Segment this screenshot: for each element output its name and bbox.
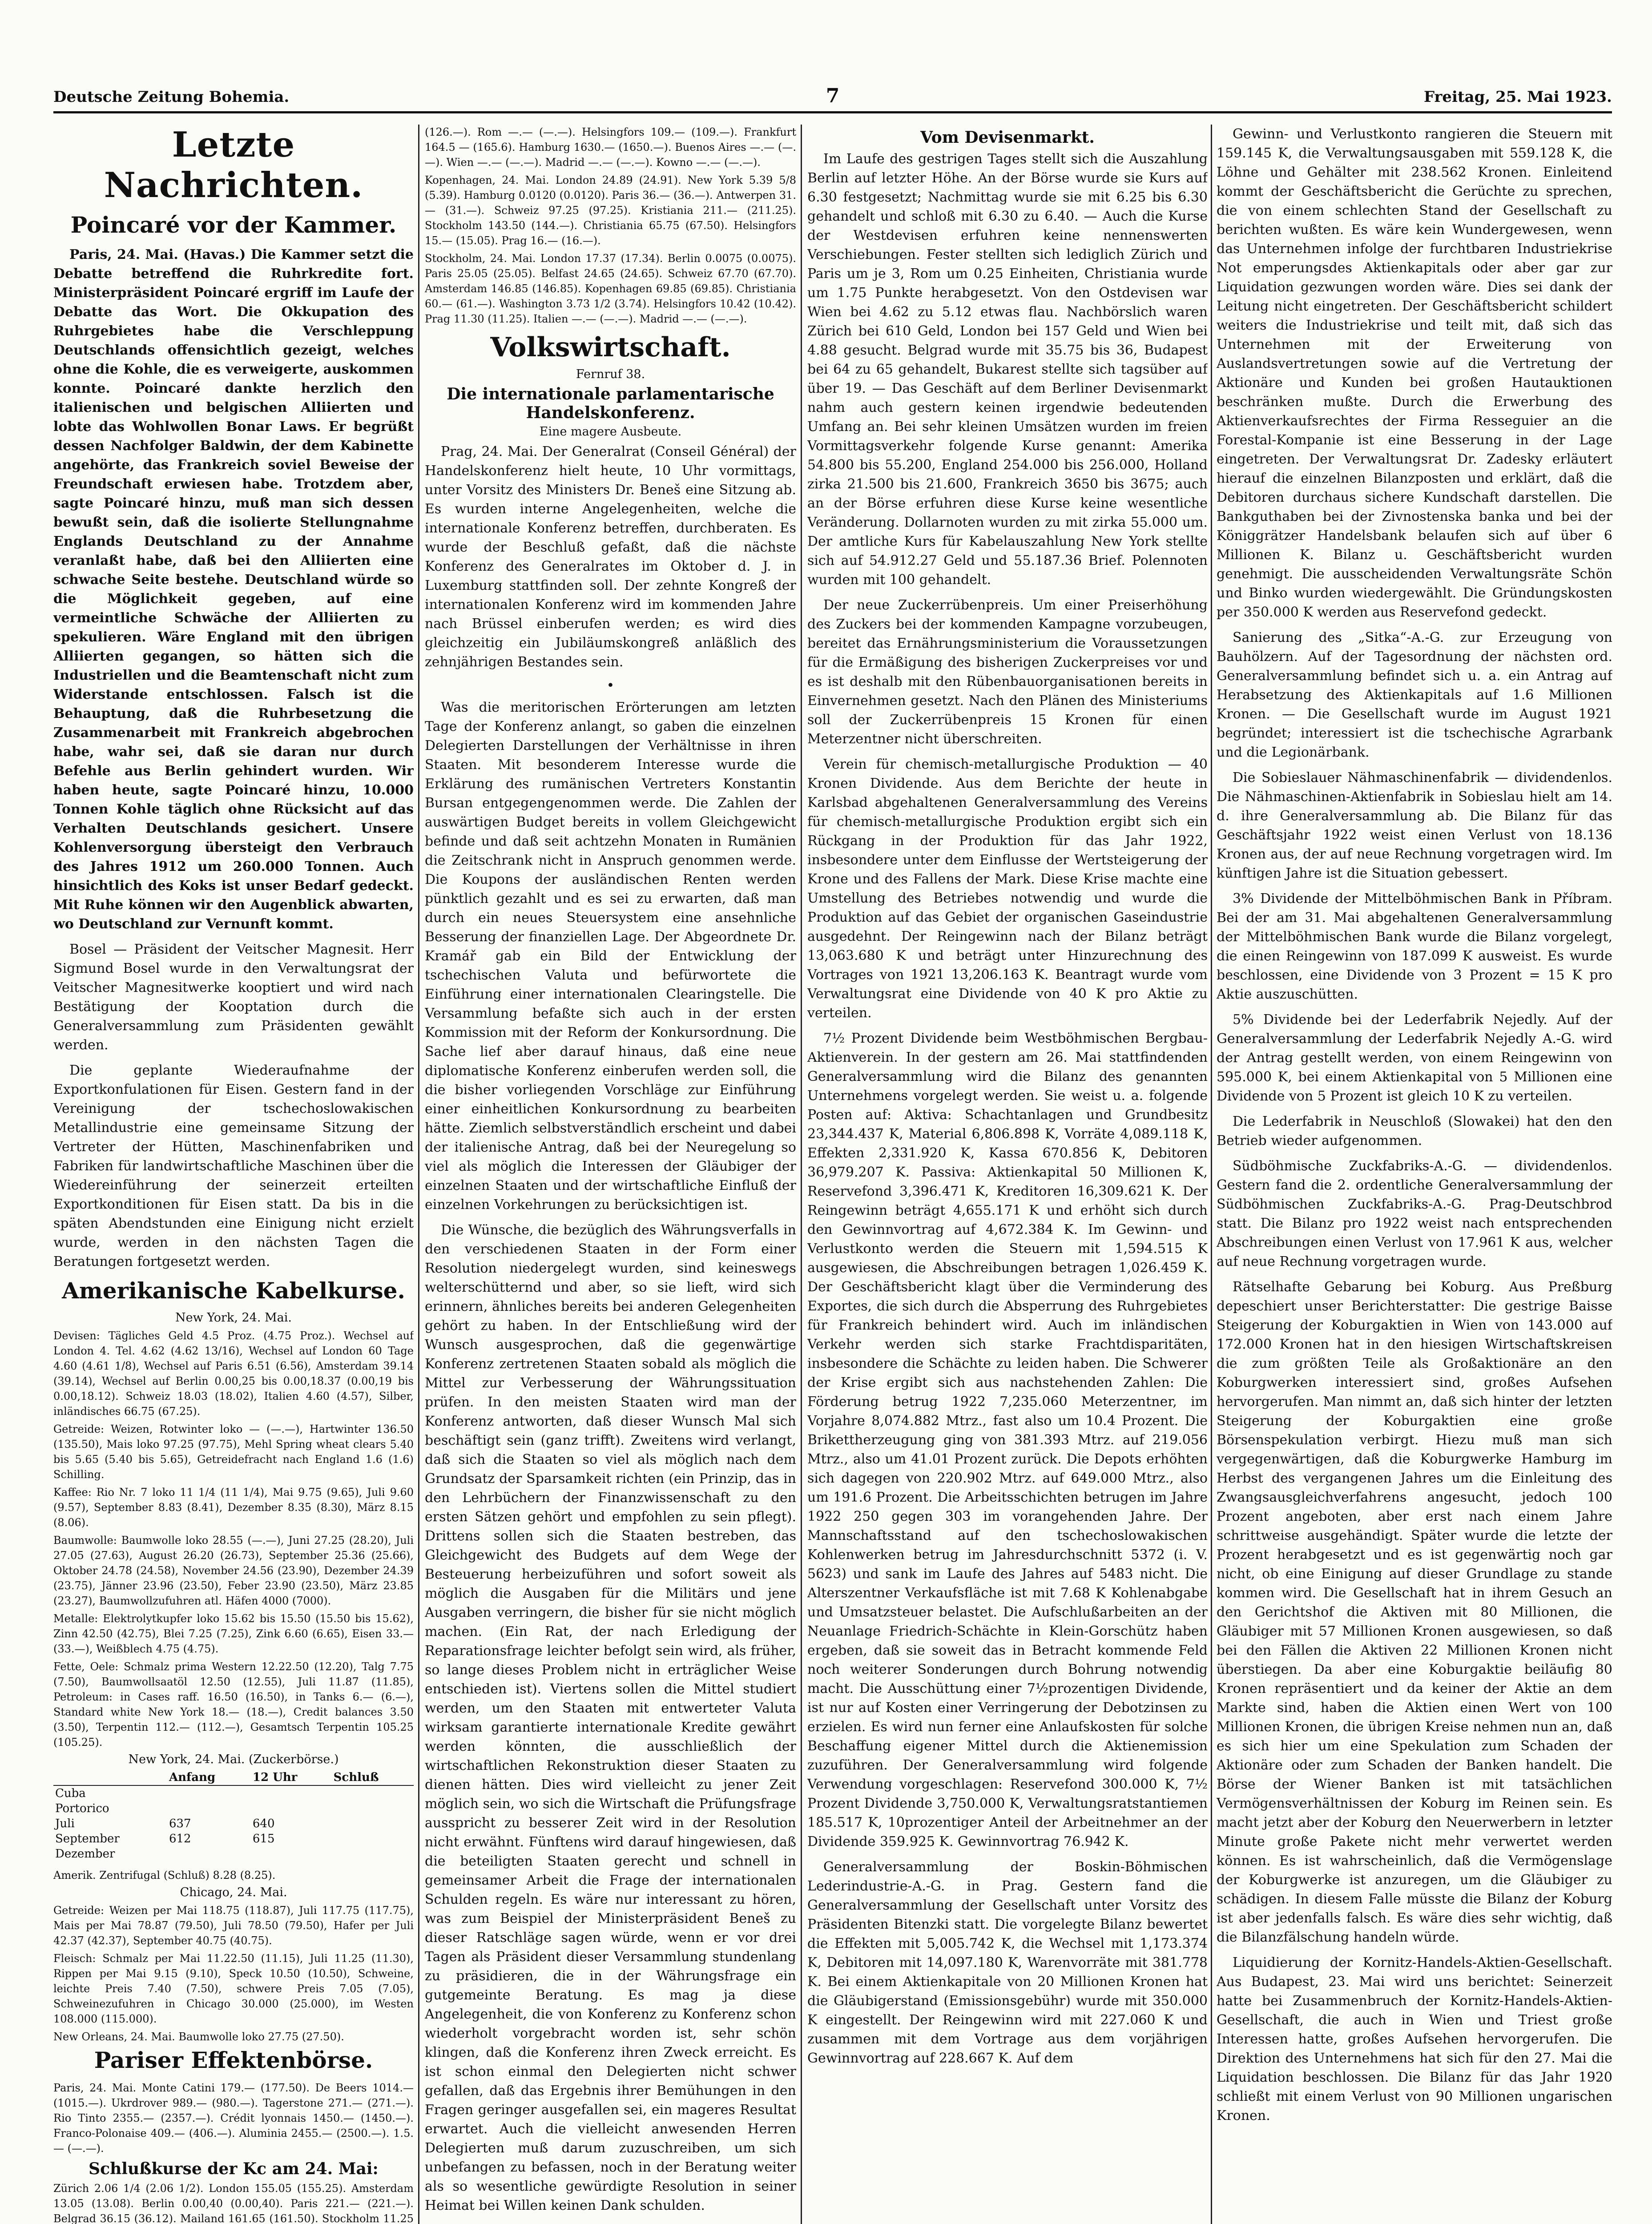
heading-closing-rates: Schlußkurse der Kc am 24. Mai: bbox=[89, 2160, 379, 2178]
table-cell bbox=[251, 1801, 332, 1816]
market-closing-rates: Zürich 2.06 1/4 (2.06 1/2). London 155.05 (155.25). Amsterdam 13.05 (13.08). Berlin 0.00,40 (0.00,40). Paris 221.— (221.—). Belgrad 36.15 (36.12). Mailand 161.65 (161.50). Stockholm 11.25 bbox=[53, 2182, 414, 2224]
article-koburg: Rätselhafte Gebarung bei Koburg. Aus Preßburg depeschiert unser Berichterstatter: Die gestrige Baisse Steigerung der Koburgaktien in Wien von 143.000 auf 172.000 Kronen hat in den hiesigen Wirtschaftskreisen die zum größten Teile als Großaktionäre an den Koburgwerken interessiert sind, großes Aufsehen hervorgerufen. Man nimmt an, daß sich hinter der letzten Steigerung der Koburgaktien eine große Börsenspekulation verbirgt. Hiezu muß man sich vergegenwärtigen, daß die Koburgwerke Hamburg im Herbst des vergangenen Jahres um die Einleitung des Zwangsausgleichverfahrens angesucht, jedoch 100 Prozent angeboten, aber erst nach einem Jahre schrittweise ausgehändigt. Später wurde die letzte der Prozent herabgesetzt und es ist gegenwärtig noch gar nicht, ob eine Einigung auf dieser Grundlage zu stande kommen wird. Die Gesellschaft hat in ihrem Gesuch an den Gerichtshof die Aktiven mit 80 Millionen, die Gläubiger mit 57 Millionen Kronen ausgewiesen, so daß bei den Fällen die Aktiven 22 Millionen Kronen nicht überstiegen. Da aber eine Koburgaktie beiläufig 80 Kronen repräsentiert und da keiner der Aktie an dem Markte sind, haben die Aktien einen Wert von 100 Millionen Kronen, die übrigen Kreise nehmen nun an, daß es sich hier um eine Spekulation zum Schaden der Aktionäre oder zum Schaden der Banken handelt. Die Börse der Wiener Banken ist mit tatsächlichen Vermögensverhältnissen der Koburg im Reinen sein. Es macht jetzt aber der Koburg den Neuerwerbern in letzter Minute große Pakete nicht mehr verwertet werden können. Es ist wahrscheinlich, daß die Vermögenslage der Koburgwerke ist anzuregen, um die Gläubiger zu schädigen. In diesem Falle müsste die Bilanz der Koburg ist aber jedenfalls falsch. Es wäre dies sehr wichtig, daß die Bilanzfälschung handeln würde. bbox=[1217, 1279, 1612, 1945]
quotes-copenhagen: Kopenhagen, 24. Mai. London 24.89 (24.91). New York 5.39 5/8 (5.39). Hamburg 0.0120 (0.0120). Paris 36.— (36.—). Antwerpen 31.— (31.—). Schweiz 97.25 (97.25). Kristiania 211.— (211.25). Stockholm 143.50 (144.—). Christiania 65.75 (67.50). Helsingfors 15.— (15.05). Prag 16.— (16.—). bbox=[425, 174, 796, 247]
table-row bbox=[53, 1816, 414, 1831]
heading-paris-bourse: Pariser Effektenbörse. bbox=[94, 2047, 373, 2073]
article-south-bohemian-sugar: Südböhmische Zuckfabriks-A.-G. — dividendenlos. Gestern fand die 2. ordentliche Generalversammlung der Südböhmischen Zuckfabriks-A.-G. Prag-Deutschbrod statt. Die Bilanz pro 1922 weist nach entsprechenden Abschreibungen einen Verlust von 17.961 K aus, welcher auf neue Rechnung vorgetragen wurde. bbox=[1217, 1158, 1612, 1269]
column-4 bbox=[1217, 125, 1612, 2224]
article-bosel: Bosel — Präsident der Veitscher Magnesit. Herr Sigmund Bosel wurde in den Verwaltungsrat der Veitscher Magnesitwerke kooptiert und wird nach Bestätigung der Kooptation durch die Generalversammlung zum Präsidenten gewählt werden. bbox=[53, 942, 414, 1053]
table-cell: 640 bbox=[252, 1817, 275, 1830]
column-1 bbox=[53, 125, 414, 2224]
column-rule bbox=[1211, 125, 1212, 2224]
table-cell bbox=[251, 1846, 332, 1861]
page-number: 7 bbox=[826, 85, 840, 107]
market-new-orleans: New Orleans, 24. Mai. Baumwolle loko 27.75 (27.50). bbox=[53, 2031, 344, 2043]
page-header bbox=[53, 85, 1612, 113]
issue-date: Freitag, 25. Mai 1923. bbox=[1423, 88, 1612, 106]
market-baumwolle: Baumwolle: Baumwolle loko 28.55 (—.—), Juni 27.25 (28.20), Juli 27.05 (27.63), August 26.20 (26.73), September 25.36 (25.66), Oktober 24.78 (24.58), November 24.56 (23.90), Dezember 24.39 (23.75), Jänner 23.96 (23.50), Feber 23.90 (23.50), März 23.85 (23.27), Baumwollzufuhren atl. Häfen 4000 (7000). bbox=[53, 1534, 414, 1607]
column-3 bbox=[807, 125, 1208, 2224]
table-header-cell: Schluß bbox=[332, 1770, 414, 1785]
table-cell: 637 bbox=[169, 1817, 191, 1830]
table-row bbox=[53, 1785, 414, 1801]
article-paragraph: Die Wünsche, die bezüglich des Währungsverfalls in den verschiedenen Staaten in der Form einer Resolution niedergelegt wurden, sind keineswegs welterschütternd und aber, so sie lieft, wird sich erinnern, ähnliches bereits bei anderen Gelegenheiten gehört zu haben. In der Entschließung wird der Wunsch ausgesprochen, daß die gegenwärtige Konferenz zertretenen Staaten sobald als möglich die Mittel zur Verbesserung der Währungssituation prüfen. In den meisten Staaten wird man der Konferenz antworten, daß dieser Wunsch Mal sich beschäftigt sein (ganz trifft). Zweitens wird verlangt, daß sich die Staaten so viel als möglich nach dem Grundsatz der Sparsamkeit richten (ein Prinzip, das in den Lehrbüchern der Finanzwissenschaft zu den ersten Sätzen gehört und empfohlen zu sein pflegt). Drittens sollen sich die Staaten bestreben, das Gleichgewicht des Budgets auf dem Wege der Besteuerung herbeizuführen und sofort soweit als möglich die Ausgaben für die Militärs und jene Ausgaben verringern, die bisher für sie nicht möglich machen. (Ein Rat, der nach Erledigung der Reparationsfrage leichter befolgt sein wird, als früher, so lange dieses Problem nicht in erträglicher Weise entschieden ist). Viertens sollen die Mittel studiert werden, um den Staaten mit entwerteter Valuta wirksam garantierte internationale Kredite gewährt werden könnten, die ausschließlich der wirtschaftlichen Rekonstruktion dieser Staaten zu dienen hätten. Dies wird vielleicht zu jener Zeit möglich sein, wo sich die Wirtschaft die Prüfungsfrage ausspricht zu besserer Zeit wird in der Resolution nicht erwähnt. Fünftens wird darauf hingewiesen, daß die beteiligten Staaten gerecht und schnell in gemeinsamer Arbeit die Frage der internationalen Schulden regeln. Es wäre nur interessant zu hören, was zum Beispiel der Ministerpräsident Beneš zu dieser Ratschläge sagen würde, wenn er vor drei Tagen als Präsident dieser Versammlung stundenlang zu präsidieren, die in der Währungsfrage ein gutgemeinte Beratung. Es mag ja diese Angelegenheit, die von Konferenz zu Konferenz schon wiederholt vorgebracht worden ist, sehr schön klingen, daß die Konferenz ihren Zweck erreicht. Es ist schon einmal den Delegierten nicht schwer gefallen, daß das Ergebnis ihrer Bemühungen in den Fragen geringer ausgefallen sei, ein mageres Resultat erwartet. Auch die vielleicht anwesenden Herren Delegierten muß darum zuzuschreiben, um sich unbefangen zu befassen, noch in der Beratung weiter als so wesentliche gewürdigte Resolution in seiner Heimat bei Willen keinen Dank schulden. bbox=[425, 1222, 796, 2213]
table-header-cell: 12 Uhr bbox=[251, 1770, 332, 1785]
sugar-quote-table bbox=[53, 1770, 414, 1861]
market-devisen: Devisen: Tägliches Geld 4.5 Proz. (4.75 Proz.). Wechsel auf London 4. Tel. 4.62 (4.62 13/16), Wechsel auf London 60 Tage 4.60 (4.61 1/8), Wechsel auf Paris 6.51 (6.56), Amsterdam 39.14 (39.14), Wechsel auf Berlin 0.00,25 bis 0.00,18.37 (0.00,19 bis 0.00,18.12). Schweiz 18.03 (18.02), Italien 4.60 (4.57), Silber, inländisches 66.75 (67.25). bbox=[53, 1330, 414, 1418]
article-export-iron: Die geplante Wiederaufnahme der Exportkonfulationen für Eisen. Gestern fand in der Vereinigung der tschechoslowakischen Metallindustrie eine gemeinsame Sitzung der Vertreter der Hütten, Maschinenfabriken und Fabriken für landwirtschaftliche Maschinen über die Wiedereinführung der seinerzeit erteilten Exportkonditionen für Eisen statt. Da bis in die späten Abendstunden eine Einigung nicht erzielt wurde, werden in den nächsten Tagen die Beratungen fortgesetzt werden. bbox=[53, 1063, 414, 1269]
table-cell: Portorico bbox=[55, 1802, 109, 1815]
quotes-stockholm: Stockholm, 24. Mai. London 17.37 (17.34). Berlin 0.0075 (0.0075). Paris 25.05 (25.05). Belfast 24.65 (24.65). Schweiz 67.70 (67.70). Amsterdam 146.85 (146.85). Kopenhagen 69.85 (69.85). Christiania 60.— (61.—). Washington 3.73 1/2 (3.74). Helsingfors 10.42 (10.42). Prag 11.30 (11.25). Italien —.— (—.—). Madrid —.— (—.—). bbox=[425, 252, 796, 325]
article-paragraph: Prag, 24. Mai. Der Generalrat (Conseil Général) der Handelskonferenz hielt heute, 10 Uhr vormittags, unter Vorsitz des Ministers Dr. Beneš eine Sitzung ab. Es wurden interne Angelegenheiten, welche die internationale Konferenz betreffen, durchberaten. Es wurde der Beschluß gefaßt, daß die nächste Konferenz des Generalrates im Oktober d. J. in Luxemburg stattfinden soll. Der zehnte Kongreß der internationalen Konferenz wird im kommenden Jahre nach Brüssel einberufen werden; es wird dies gleichzeitig ein Jubiläumskongreß anläßlich des zehnjährigen Bestandes sein. bbox=[425, 444, 796, 670]
table-row bbox=[53, 1801, 414, 1816]
heading-american-cable-rates: Amerikanische Kabelkurse. bbox=[62, 1277, 405, 1304]
market-fette: Fette, Oele: Schmalz prima Western 12.22.50 (12.20), Talg 7.75 (7.50), Baumwollsaatöl 12.50 (12.55), Juli 11.87 (11.85), Petroleum: in Cases raff. 16.50 (16.50), in Tanks 6.— (6.—), Standard white New York 18.— (18.—), Credit balances 3.50 (3.50), Terpentin 112.— (112.—), Gesamtsch Terpentin 105.25 (105.25). bbox=[53, 1660, 414, 1749]
column-rule bbox=[418, 125, 419, 2224]
article-chemical-association: Verein für chemisch-metallurgische Produktion — 40 Kronen Dividende. Aus dem Berichte der heute in Karlsbad abgehaltenen Generalversammlung des Vereins für chemisch-metallurgische Produktion ergibt sich ein Rückgang in der Produktion für das Jahr 1922, insbesondere unter dem Einflusse der Wertsteigerung der Krone und des Fallens der Mark. Diese Krise machte eine Umstellung des Betriebes notwendig und wurde die Produktion auf das Gebiet der organischen Gaseindustrie ausgedehnt. Der Reingewinn nach der Bilanz beträgt 13,063.680 K und beträgt unter Hinzurechnung des Vortrages von 1921 13,206.163 K. Beantragt wurde vom Verwaltungsrat eine Dividende von 40 K pro Aktie zu verteilen. bbox=[807, 757, 1208, 1021]
table-cell bbox=[332, 1831, 414, 1846]
article-sitka: Sanierung des „Sitka“-A.-G. zur Erzeugung von Bauhölzern. Auf der Tagesordnung der nächsten ord. Generalversammlung befindet sich u. a. ein Antrag auf Herabsetzung des Aktienkapitals auf 1.6 Millionen Kronen. — Die Gesellschaft wurde im August 1921 begründet; interessiert ist die tschechische Agrarbank und die Legionärbank. bbox=[1217, 630, 1612, 760]
article-sobieslau: Die Sobieslauer Nähmaschinenfabrik — dividendenlos. Die Nähmaschinen-Aktienfabrik in Sobieslau hielt am 14. d. ihre Generalversammlung ab. Die Bilanz für das Geschäftsjahr 1922 weist einen Verlust von 18.136 Kronen aus, der auf neue Rechnung vorgetragen wird. Im künftigen Jahre ist die Situation gebessert. bbox=[1217, 770, 1612, 881]
article-paragraph: Was die meritorischen Erörterungen am letzten Tage der Konferenz anlangt, so gaben die einzelnen Delegierten Darstellungen der Verhältnisse in ihren Staaten. Mit besonderem Interesse wurde die Erklärung des rumänischen Vertreters Konstantin Bursan entgegengenommen werde. Die Zahlen der auswärtigen Budget bereits in vollem Gleichgewicht befinde und daß seit achtzehn Monaten in Rumänien die Zeitschrank nicht in Anspruch genommen werde. Die Koupons der ausländischen Renten werden pünktlich gezahlt und es sei zu erwarten, daß man durch ein neues Steuersystem eine ansehnliche Besserung der finanziellen Lage. Der Abgeordnete Dr. Kramář gab ein Bild der Entwicklung der tschechischen Valuta und befürwortete die Einführung einer internationalen Clearingstelle. Die Versammlung befaßte sich auch in der ersten Kommission mit der Reform der Konkursordnung. Die Sache lief aber darauf hinaus, daß eine neue diplomatische Konferenz einberufen werden soll, die die bisher vorliegenden Vorschläge zur Einführung einer einheitlichen Konkursordnung zu bearbeiten hätte. Ziemlich selbstverständlich erscheint und dabei der italienische Antrag, daß bei der Neuregelung so viel als möglich die Interessen der Gläubiger der einzelnen Staaten und der wirtschaftliche Einfluß der einzelnen Vorkehrungen zu berücksichtigen ist. bbox=[425, 700, 796, 1213]
masthead-title: Deutsche Zeitung Bohemia. bbox=[53, 88, 290, 106]
subhead-poincare: Poincaré vor der Kammer. bbox=[70, 212, 397, 238]
table-cell bbox=[167, 1801, 251, 1816]
article-leather-industry: Generalversammlung der Boskin-Böhmischen Lederindustrie-A.-G. in Prag. Gestern fand die Generalversammlung der Gesellschaft unter Vorsitz des Präsidenten Bitenzki statt. Die vorgelegte Bilanz bewertet die Effekten mit 5,005.742 K, die Wechsel mit 1,173.374 K, Debitoren mit 14,097.180 K, Warenvorräte mit 381.778 K. Bei einem Aktienkapitale von 20 Millionen Kronen hat die Gläubigerstand (Emissionsgebühr) wurde mit 350.000 K eingestellt. Der Reingewinn wird mit 227.060 K und zusammen mit dem Vortrage aus dem vorjährigen Gewinnvortrag auf 228.667 K. Auf dem bbox=[807, 1859, 1208, 2066]
dateline-chicago: Chicago, 24. Mai. bbox=[180, 1886, 287, 1899]
quotes-continued: (126.—). Rom —.— (—.—). Helsingfors 109.— (109.—). Frankfurt 164.5 — (165.6). Hamburg 1630.— (1650.—). Buenos Aires —.— (—.—). Wien —.— (—.—). Madrid —.— (—.—). Kowno —.— (—.—). bbox=[425, 126, 796, 169]
table-header-cell bbox=[53, 1770, 167, 1785]
table-cell: Cuba bbox=[55, 1787, 86, 1800]
article-subtitle: Eine magere Ausbeute. bbox=[539, 425, 682, 439]
table-cell bbox=[167, 1785, 251, 1801]
table-cell bbox=[332, 1801, 414, 1816]
table-cell: 615 bbox=[252, 1832, 275, 1845]
table-cell bbox=[332, 1816, 414, 1831]
table-cell bbox=[332, 1785, 414, 1801]
market-paris: Paris, 24. Mai. Monte Catini 179.— (177.50). De Beers 1014.— (1015.—). Ukrdrover 989.— (980.—). Tagerstone 271.— (271.—). Rio Tinto 2355.— (2357.—). Crédit lyonnais 1450.— (1450.—). Franco-Polonaise 409.— (406.—). Aluminia 2455.— (2500.—). 1.5.— (—.—). bbox=[53, 2082, 414, 2155]
heading-currency-market: Vom Devisenmarkt. bbox=[920, 128, 1095, 147]
divider: • bbox=[606, 678, 615, 693]
dateline-new-york: New York, 24. Mai. bbox=[175, 1311, 292, 1325]
dateline-sugar-exchange: New York, 24. Mai. (Zuckerbörse.) bbox=[128, 1753, 339, 1766]
market-chicago-fleisch: Fleisch: Schmalz per Mai 11.22.50 (11.15), Juli 11.25 (11.30), Rippen per Mai 9.15 (9.10), Speck 10.50 (10.50), Schweine, leichte Preis 7.40 (7.50), schwere Preis 7.05 (7.05), Schweinezufuhren in Chicago 30.000 (25.000), im Westen 108.000 (115.000). bbox=[53, 1952, 414, 2025]
article-kornitz: Liquidierung der Kornitz-Handels-Aktien-Gesellschaft. Aus Budapest, 23. Mai wird uns berichtet: Seinerzeit hatte bei Zusammenbruch der Kornitz-Handels-Aktien-Gesellschaft, die auch in Wien und Triest große Interessen hatte, großes Aufsehen hervorgerufen. Die Direktion des Unternehmens hat sich für den 27. Mai die Liquidation beschlossen. Die Bilanz für das Jahr 1920 schließt mit einem Verlust von 90 Millionen ungarischen Kronen. bbox=[1217, 1955, 1612, 2123]
table-cell: September bbox=[55, 1832, 120, 1845]
article-nejedly: 5% Dividende bei der Lederfabrik Nejedly. Auf der Generalversammlung der Lederfabrik Nejedly A.-G. wird der Antrag gestellt werden, von einem Reingewinn von 595.000 K, bei einem Aktienkapital von 5 Millionen eine Dividende von 5 Prozent ist gleich 10 K zu verteilen. bbox=[1217, 1012, 1612, 1104]
sugar-note: Amerik. Zentrifugal (Schluß) 8.28 (8.25). bbox=[53, 1869, 276, 1882]
column-2 bbox=[425, 125, 796, 2224]
article-currency-market: Im Laufe des gestrigen Tages stellt sich die Auszahlung Berlin auf letzter Höhe. An der Börse wurde sie Kurs auf 6.30 festgesetzt; Nachmittag wurde sie mit 6.25 bis 6.30 gehandelt und schloß mit 6.30 zu 6.40. — Auch die Kurse der Westdevisen erfuhren keine nennenswerten Verschiebungen. Fester stellten sich lediglich Zürich und Paris um je 3, Rom um 0.25 Einheiten, Christiania wurde um 1.75 Punkte herabgesetzt. Von den Ostdevisen war Wien bei 4.62 zu 5.12 etwas flau. Nachbörslich waren Zürich bei 610 Geld, London bei 157 Geld und Wien bei 4.88 gesucht. Belgrad wurde mit 35.75 bis 36, Budapest bei 64 zu 65 gehandelt, Bukarest stellte sich tagsüber auf über 19. — Das Geschäft auf dem Berliner Devisenmarkt nahm auch gestern keinen irgendwie bedeutenden Umfang an. Bei sehr kleinen Umsätzen wurden im freien Vormittagsverkehr folgende Kurse genannt: Amerika 54.800 bis 55.200, England 254.000 bis 256.000, Holland zirka 21.500 bis 21.600, Frankreich 3650 bis 3675; auch an der Börse erfuhren diese Kurse keine wesentliche Veränderung. Dollarnoten wurden zu mit zirka 55.000 um. Der amtliche Kurs für Kabelauszahlung New York stellte sich auf 54.912.27 Geld und 55.187.36 Brief. Polennoten wurden mit 100 gehandelt. bbox=[807, 151, 1208, 588]
table-cell: Juli bbox=[55, 1817, 75, 1830]
article-sugar-beet-price: Der neue Zuckerrübenpreis. Um einer Preiserhöhung des Zuckers bei der kommenden Kampagne vorzubeugen, bereitet das Ernährungsministerium die Voraussetzungen für die Ermäßigung des bisherigen Zuckerpreises vor und es ist deshalb mit den Rübenbauorganisationen bereits in Einvernehmen gesetzt. Nach den Plänen des Ministeriums soll der Zuckerrübenpreis 15 Kronen für einen Meterzentner nicht überschreiten. bbox=[807, 597, 1208, 747]
article-middle-bohemian-bank: 3% Dividende der Mittelböhmischen Bank in Příbram. Bei der am 31. Mai abgehaltenen Generalversammlung der Mittelböhmischen Bank wurde die Bilanz vorgelegt, die einen Reingewinn von 187.099 K ausweist. Es wurde beschlossen, eine Dividende von 3 Prozent = 15 K pro Aktie auszuschütten. bbox=[1217, 891, 1612, 1002]
market-metalle: Metalle: Elektrolytkupfer loko 15.62 bis 15.50 (15.50 bis 15.62), Zinn 42.50 (42.75), Blei 7.25 (7.25), Zink 6.60 (6.65), Eisen 33.— (33.—), Weißblech 4.75 (4.75). bbox=[53, 1612, 414, 1655]
market-kaffee: Kaffee: Rio Nr. 7 loko 11 1/4 (11 1/4), Mai 9.75 (9.65), Juli 9.60 (9.57), September 8.83 (8.41), Dezember 8.35 (8.30), März 8.15 (8.06). bbox=[53, 1486, 414, 1529]
article-leather-continued: Gewinn- und Verlustkonto rangieren die Steuern mit 159.145 K, die Verwaltungsausgaben mit 559.128 K, die Löhne und Gehälter mit 238.562 Kronen. Einleitend kommt der Geschäftsbericht die Gerüchte zu sprechen, die von einem schlechten Stand der Gesellschaft zu berichten wußten. Es wäre kein Wundergewesen, wenn das Unternehmen infolge der furchtbaren Industriekrise Not emperungsdes Aktienkapitals oder aber gar zur Liquidation gezwungen worden wäre. Dies sei dank der Leitung nicht eingetreten. Der Geschäftsbericht schildert weiters die Industriekrise und teilt mit, daß sich das Unternehmen mit der Erweiterung von Auslandsvertretungen sowie auf die Vertretung der Aktionäre und Kunden bei großen Hautauktionen beschränken mußte. Durch die Erwerbung des Aktienverkaufsrechtes der Firma Resseguier an die Forestal-Kompanie ist eine Besserung in der Lage eingetreten. Der Verwaltungsrat Dr. Zadesky erläutert hierauf die einzelnen Bilanzposten und erklärt, daß die Debitoren durchaus sichere Kundschaft darstellen. Die Bankguthaben bei der Zivnostenska banka und bei der Königgrätzer Handelsbank belaufen sich auf über 6 Millionen K. Bilanz u. Geschäftsbericht wurden genehmigt. Die ausscheidenden Verwaltungsräte Schön und Binko wurden wiedergewählt. Die Gründungskosten per 350.000 K werden aus Reservefond gedeckt. bbox=[1217, 126, 1612, 620]
column-rule bbox=[801, 125, 802, 2224]
table-cell bbox=[332, 1846, 414, 1861]
headline-latest-news: Letzte Nachrichten. bbox=[104, 125, 363, 205]
table-cell: 612 bbox=[169, 1832, 191, 1845]
section-economy: Volkswirtschaft. bbox=[490, 332, 731, 363]
market-getreide: Getreide: Weizen, Rotwinter loko — (—.—), Hartwinter 136.50 (135.50), Mais loko 97.25 (97.75), Mehl Spring wheat clears 5.40 bis 5.65 (5.40 bis 5.65), Getreidefracht nach England 1.6 (1.6) Schilling. bbox=[53, 1423, 414, 1481]
section-phone: Fernruf 38. bbox=[576, 367, 645, 381]
table-cell: Dezember bbox=[55, 1847, 115, 1861]
table-cell bbox=[251, 1785, 332, 1801]
table-row bbox=[53, 1831, 414, 1846]
market-chicago-getreide: Getreide: Weizen per Mai 118.75 (118.87), Juli 117.75 (117.75), Mais per Mai 78.87 (79.50), Juli 78.50 (79.50), Hafer per Juli 42.37 (42.37), September 40.75 (40.75). bbox=[53, 1904, 414, 1947]
article-westbohemian-mining: 7½ Prozent Dividende beim Westböhmischen Bergbau-Aktienverein. In der gestern am 26. Mai stattfindenden Generalversammlung wird die Bilanz des genannten Unternehmens vorgelegt werden. Sie weist u. a. folgende Posten auf: Aktiva: Schachtanlagen und Grundbesitz 23,344.437 K, Material 6,806.898 K, Vorräte 4,089.118 K, Effekten 2,331.920 K, Kassa 670.856 K, Debitoren 36,979.207 K. Passiva: Aktienkapital 50 Millionen K, Reservefond 3,396.471 K, Kreditoren 16,309.621 K. Der Reingewinn beträgt 4,655.171 K und erhöht sich durch den Gewinnvortrag auf 4,672.384 K. Im Gewinn- und Verlustkonto werden die Steuern mit 1,594.515 K ausgewiesen, die Abschreibungen betragen 1,026.459 K. Der Geschäftsbericht klagt über die Verminderung des Exportes, die sich durch die Absperrung des Ruhrgebietes für Frankreich behindert wird. Auch im inländischen Verkehr werden sich starke Frachtdisparitäten, insbesondere die Schächte zu leiden haben. Die Schwerer der Krise ergibt sich aus nachstehenden Zahlen: Die Förderung betrug 1922 7,235.060 Meterzentner, im Vorjahre 8,074.882 Mtrz., fast also um 10.4 Prozent. Die Brikettherzeugung ging von 381.393 Mtrz. auf 219.056 Mtrz., also um 41.01 Prozent zurück. Die Depots erhöhten sich dagegen von 220.902 Mtrz. auf 649.000 Mtrz., also um 191.6 Prozent. Die Arbeitsschichten betrugen im Jahre 1922 250 gegen 303 im vorangehenden Jahre. Der Mannschaftsstand auf den tschechoslowakischen Kohlenwerken betrug im Jahresdurchschnitt 5372 (i. V. 5623) und sank im Laufe des Jahres auf 5483 nicht. Die Alterszentner Verkaufsfläche ist mit 7.68 K Kohlenabgabe und Umsatzsteuer belastet. Die Aufschlußarbeiten an der Neuanlage Friedrich-Schächte in Klein-Gorschütz haben ergeben, daß sie soweit das in Betracht kommende Feld noch weiterer Sonderungen durch Bohrung notwendig macht. Die Ausschüttung einer 7½prozentigen Dividende, ist nur auf Kosten einer Verringerung der Debotzinsen zu erzielen. Es wird nun ferner eine Anlaufskosten für solche Beschaffung eigener Mittel durch die Aktienemission zuzuführen. Der Generalversammlung wird folgende Verwendung vorgeschlagen: Reservefond 300.000 K, 7½ Prozent Dividende 3,750.000 K, Verwaltungsratstantiemen 185.517 K, 10prozentiger Anteil der Arbeitnehmer an der Dividende 359.925 K. Gewinnvortrag 76.942 K. bbox=[807, 1031, 1208, 1849]
article-neuschloss: Die Lederfabrik in Neuschloß (Slowakei) hat den den Betrieb wieder aufgenommen. bbox=[1217, 1114, 1612, 1148]
table-row bbox=[53, 1846, 414, 1861]
table-header-row bbox=[53, 1770, 414, 1785]
table-header-cell: Anfang bbox=[167, 1770, 251, 1785]
article-title-trade-conference: Die internationale parlamentarische Handelskonferenz. bbox=[447, 385, 774, 422]
table-cell bbox=[167, 1846, 251, 1861]
article-poincare: Paris, 24. Mai. (Havas.) Die Kammer setzt die Debatte betreffend die Ruhrkredite fort. Ministerpräsident Poincaré ergriff im Laufe der Debatte das Wort. Die Okkupation des Ruhrgebietes habe die Verschleppung Deutschlands offensichtlich gezeigt, welches ohne die Kohle, die es verweigerte, auskommen konnte. Poincaré dankte herzlich den italienischen und belgischen Alliierten und lobte das Wohlwollen Bonar Laws. Er begrüßt dessen Nachfolger Baldwin, der dem Kabinette angehörte, das Frankreich soviel Beweise der Freundschaft erwiesen habe. Trotzdem aber, sagte Poincaré hinzu, muß man sich dessen bewußt sein, daß die isolierte Stellungnahme Englands Deutschland zu der Annahme veranlaßt habe, daß bei den Alliierten eine schwache Seite bestehe. Deutschland würde so die Möglichkeit gegeben, auf eine vermeintliche Schwäche der Alliierten zu spekulieren. Wäre England mit den übrigen Alliierten gegangen, so hätten sich die Industriellen und die Beamtenschaft nicht zum Widerstande entschlossen. Falsch ist die Behauptung, daß die Ruhrbesetzung die Zusammenarbeit mit Frankreich abgebrochen habe, wahr sei, daß sie daran nur durch Befehle aus Berlin gehindert wurden. Wir haben heute, sagte Poincaré hinzu, 10.000 Tonnen Kohle täglich ohne Rücksicht auf das Verhalten Deutschlands gesichert. Unsere Kohlenversorgung übersteigt den Verbrauch des Jahres 1912 um 260.000 Tonnen. Auch hinsichtlich des Koks ist unser Bedarf gedeckt. Mit Ruhe können wir den Augenblick abwarten, wo Deutschland zur Vernunft kommt. bbox=[53, 247, 414, 932]
